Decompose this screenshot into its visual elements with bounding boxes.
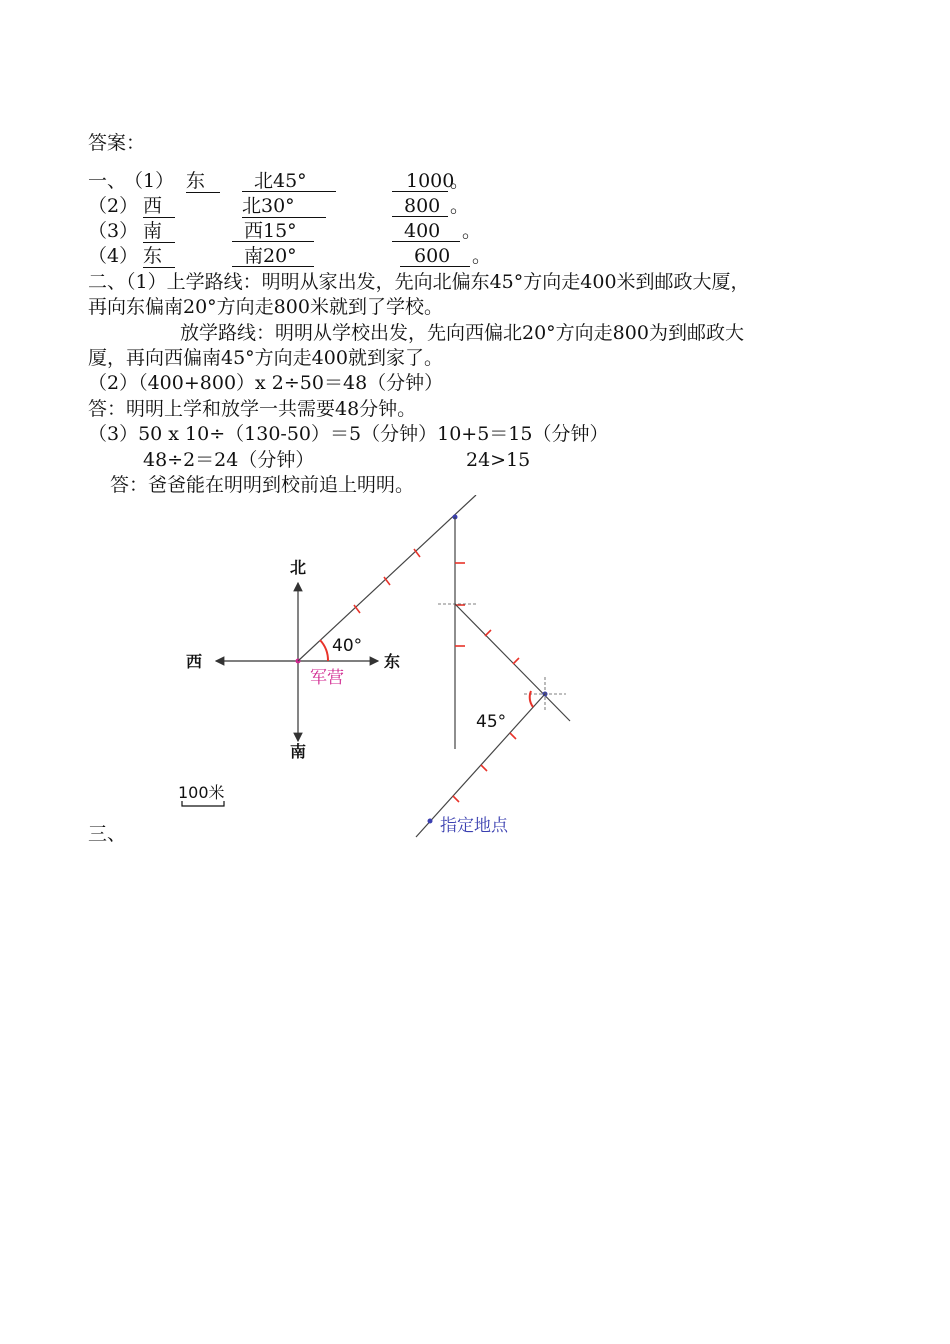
calc-line3: （3）50 x 10÷（130-50）＝5（分钟）10+5＝15（分钟） <box>88 423 609 445</box>
section1-prefix: 一、 <box>88 170 127 192</box>
row4-end: 。 <box>472 245 492 267</box>
route-home-line2: 厦，再向西偏南45°方向走400就到家了。 <box>88 347 443 369</box>
row3-dir: 南 <box>143 219 175 243</box>
route-to-school-line2: 再向东偏南20°方向走800米就到了学校。 <box>88 296 443 318</box>
camp-label: 军营 <box>310 668 344 688</box>
angle-45-label: 45° <box>476 712 507 732</box>
row3-num: （3） <box>88 220 139 242</box>
calc-line3b: 48÷2＝24（分钟） <box>143 449 315 471</box>
row1-dist: 1000 <box>392 169 448 192</box>
row1-dir: 东 <box>186 169 220 193</box>
row4-angle: 南20° <box>232 244 314 267</box>
row3-dist: 400 <box>392 219 460 242</box>
route-line-se <box>455 604 570 721</box>
ne-ticks <box>354 549 420 613</box>
direction-diagram <box>0 495 950 895</box>
row3-end: 。 <box>462 220 482 242</box>
vertical-ticks <box>455 563 465 646</box>
row2-angle: 北30° <box>242 194 326 218</box>
se-ticks <box>485 630 519 664</box>
west-label: 西 <box>186 652 203 671</box>
scale-label: 100米 <box>178 783 225 802</box>
section3-prefix: 三、 <box>88 823 127 845</box>
compare-line: 24>15 <box>466 449 531 471</box>
target-label: 指定地点 <box>440 816 508 836</box>
target-point <box>428 819 433 824</box>
south-label: 南 <box>290 742 307 761</box>
row4-dist: 600 <box>400 244 470 267</box>
north-label: 北 <box>290 558 307 577</box>
angle-arc-40 <box>320 640 328 661</box>
route-line-ne <box>298 495 476 661</box>
answer-line3: 答：爸爸能在明明到校前追上明明。 <box>110 474 415 496</box>
row4-num: （4） <box>88 245 139 267</box>
row1-num: （1） <box>124 170 175 192</box>
row1-angle: 北45° <box>242 169 336 192</box>
route-home-line1: 放学路线：明明从学校出发，先向西偏北20°方向走800为到邮政大 <box>180 322 744 344</box>
answer-line2: 答：明明上学和放学一共需要48分钟。 <box>88 398 417 420</box>
row2-num: （2） <box>88 195 139 217</box>
answer-heading: 答案： <box>88 132 146 154</box>
calc-line2: （2）（400+800）x 2÷50＝48（分钟） <box>88 372 444 394</box>
east-label: 东 <box>384 652 401 671</box>
row3-angle: 西15° <box>232 219 314 242</box>
row1-end: 。 <box>450 170 470 192</box>
angle-arc-45 <box>530 691 533 707</box>
row4-dir: 东 <box>143 244 175 268</box>
sw-ticks <box>453 733 516 802</box>
angle-40-label: 40° <box>332 636 363 656</box>
route-to-school-line1: 二、（1）上学路线：明明从家出发，先向北偏东45°方向走400米到邮政大厦， <box>88 271 750 293</box>
row2-end: 。 <box>450 195 470 217</box>
row2-dist: 800 <box>392 194 448 217</box>
row2-dir: 西 <box>143 194 175 218</box>
